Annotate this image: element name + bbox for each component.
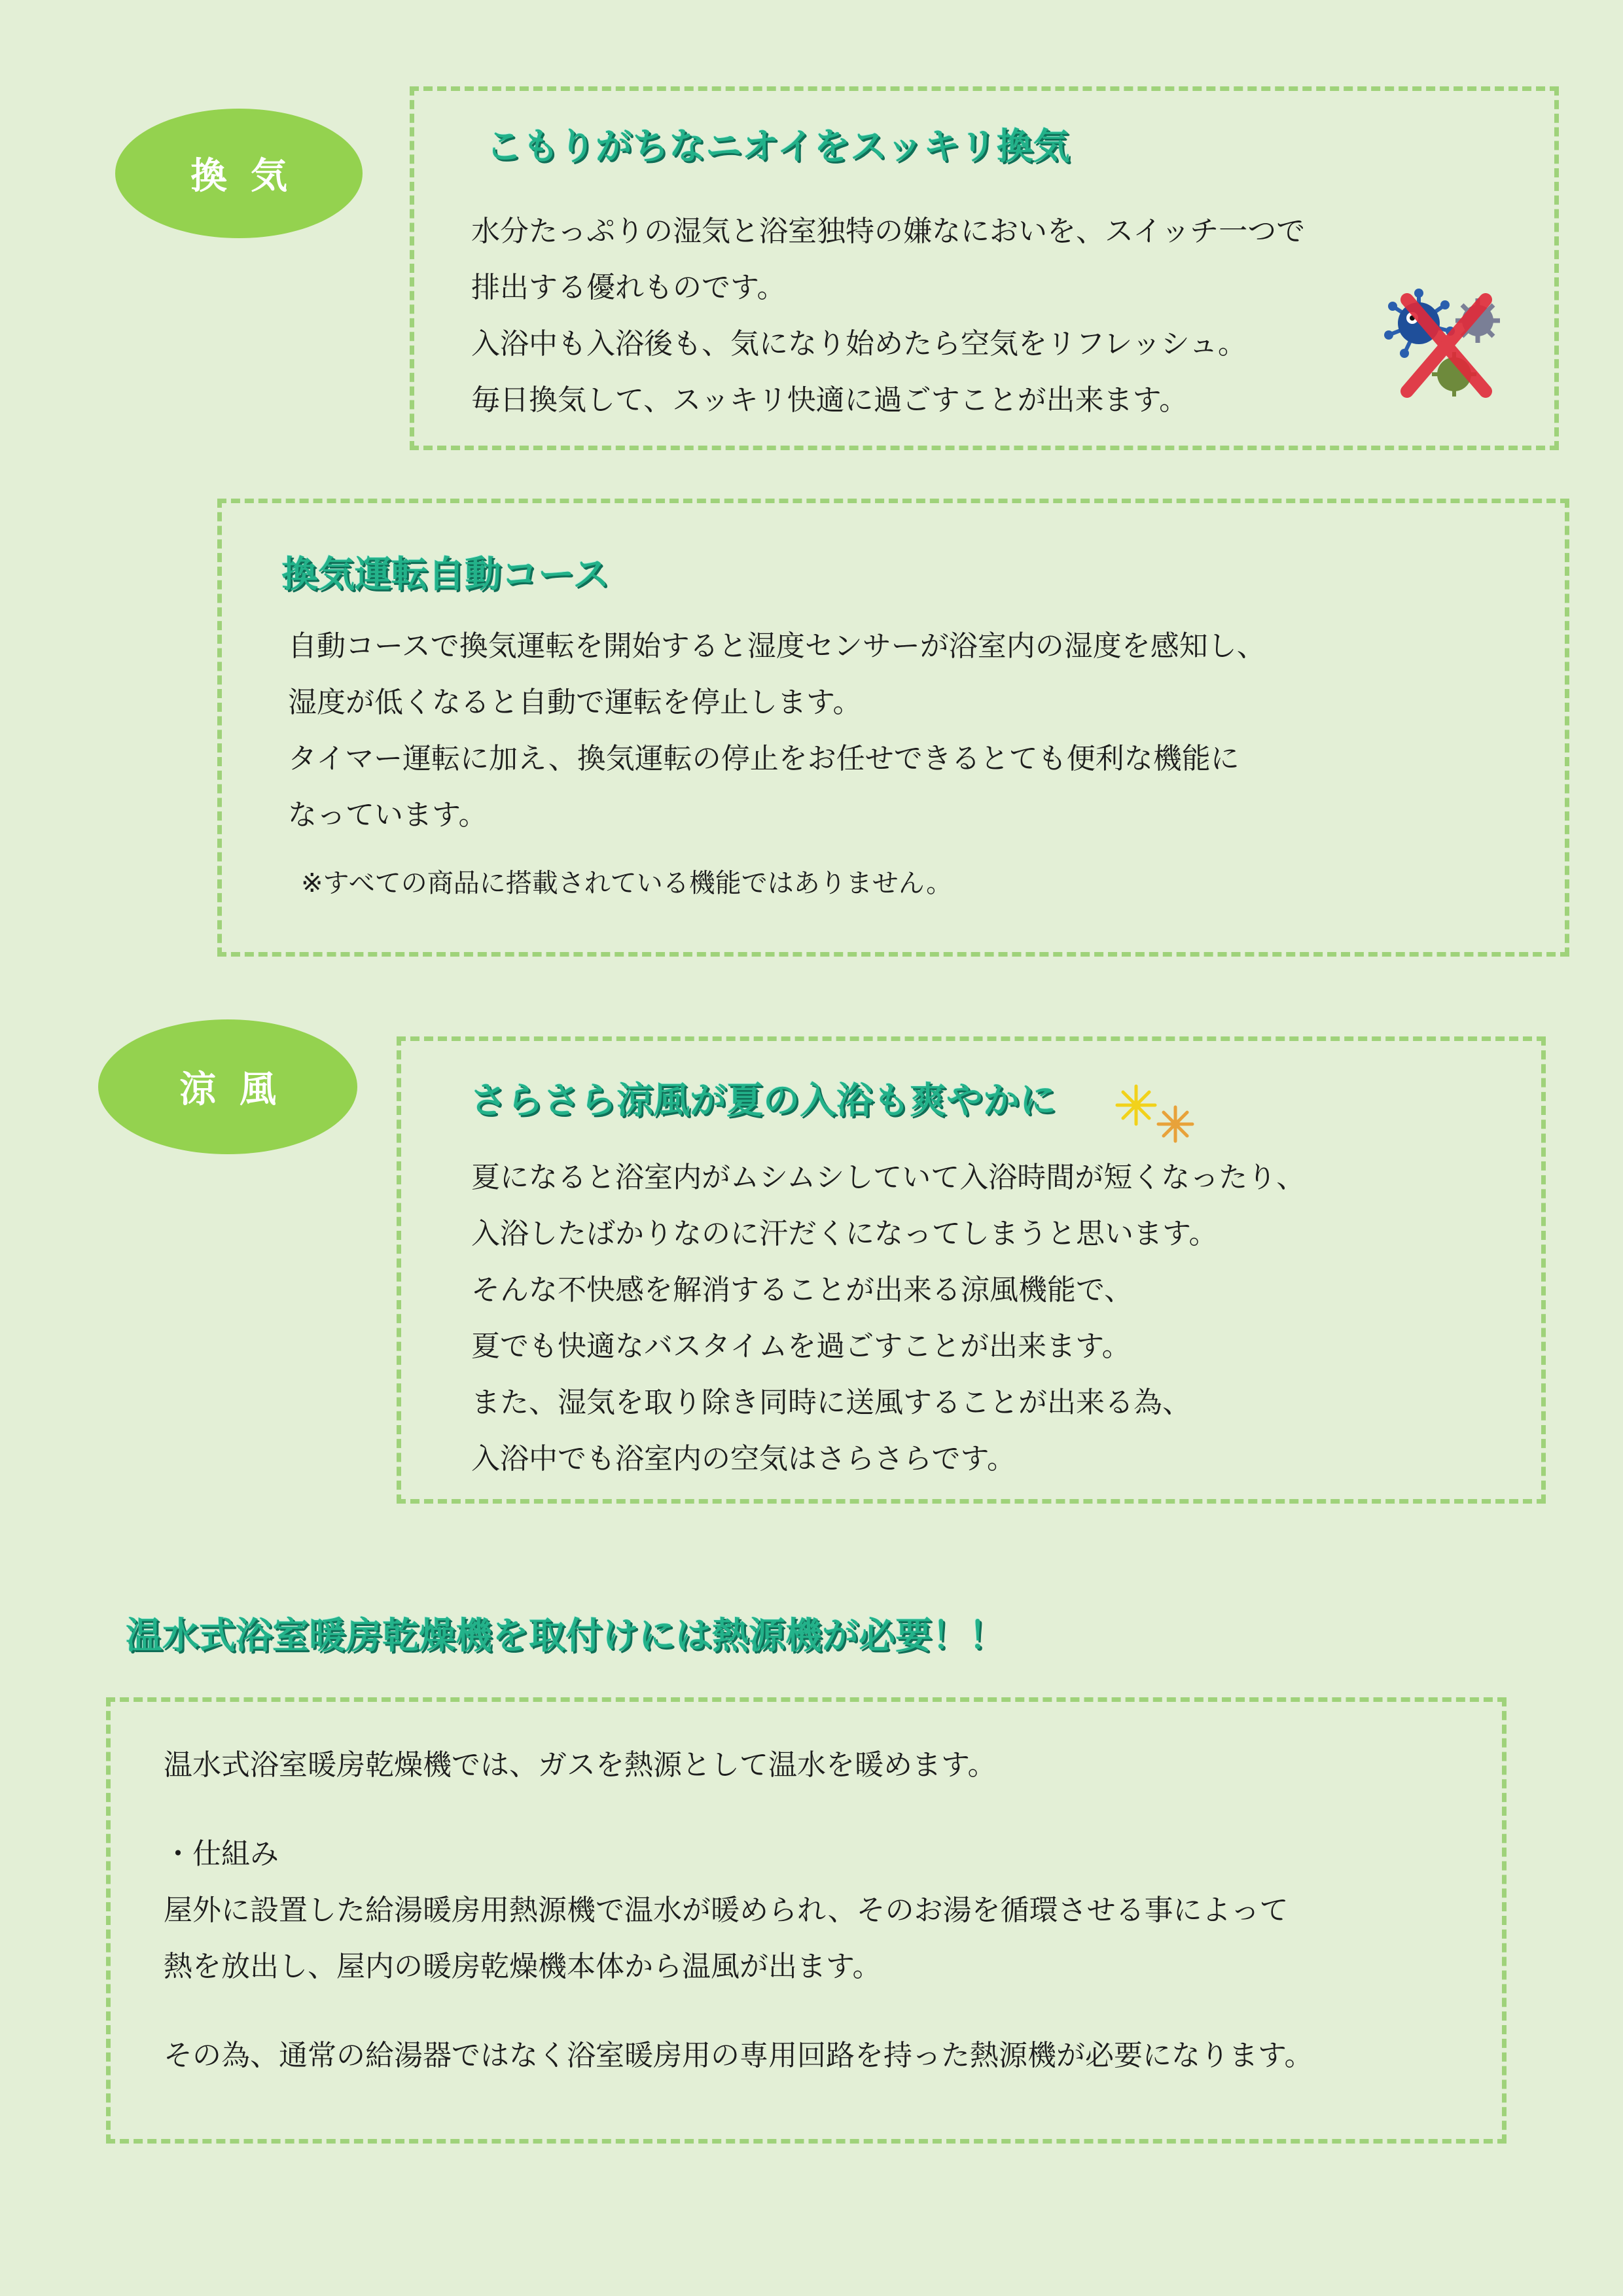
sparkle-icon (1113, 1081, 1198, 1146)
ventilation-badge-label: 換気 (190, 155, 311, 198)
auto-course-note: ※すべての商品に搭載されている機能ではありません。 (301, 868, 953, 898)
cool-breeze-line-3: そんな不快感を解消することが出来る涼風機能で、 (471, 1273, 1133, 1307)
cool-breeze-badge-label: 涼風 (179, 1069, 300, 1111)
ventilation-badge (115, 109, 363, 238)
cool-breeze-line-1: 夏になると浴室内がムシムシしていて入浴時間が短くなったり、 (471, 1161, 1306, 1194)
cool-breeze-line-4: 夏でも快適なバスタイムを過ごすことが出来ます。 (471, 1330, 1131, 1363)
auto-course-line-2: 湿度が低くなると自動で運転を停止します。 (288, 686, 862, 719)
cool-breeze-line-5: また、湿気を取り除き同時に送風することが出来る為、 (471, 1386, 1191, 1419)
cool-breeze-line-6: 入浴中でも浴室内の空気はさらさらです。 (471, 1442, 1016, 1475)
heat-source-intro: 温水式浴室暖房乾燥機では、ガスを熱源として温水を暖めます。 (164, 1748, 997, 1782)
ventilation-line-1: 水分たっぷりの湿気と浴室独特の嫌なにおいを、スイッチ一つで (471, 215, 1306, 248)
ventilation-line-2: 排出する優れものです。 (471, 271, 786, 304)
cool-breeze-line-2: 入浴したばかりなのに汗だくになってしまうと思います。 (471, 1217, 1218, 1250)
auto-course-line-3: タイマー運転に加え、換気運転の停止をお任せできるとても便利な機能に (288, 742, 1240, 775)
heat-source-conclusion: その為、通常の給湯器ではなく浴室暖房用の専用回路を持った熱源機が必要になります。 (164, 2039, 1313, 2072)
auto-course-heading: 換気運転自動コース (281, 554, 610, 596)
ventilation-heading: こもりがちなニオイをスッキリ換気 (486, 126, 1070, 168)
auto-course-line-4: なっています。 (288, 798, 488, 832)
cool-breeze-badge (98, 1019, 357, 1154)
heat-source-mechanism-title: ・仕組み (164, 1837, 279, 1871)
ventilation-line-4: 毎日換気して、スッキリ快適に過ごすことが出来ます。 (471, 383, 1188, 417)
cool-breeze-heading: さらさら涼風が夏の入浴も爽やかに (470, 1080, 1056, 1122)
heat-source-mechanism-line-1: 屋外に設置した給湯暖房用熱源機で温水が暖められ、そのお湯を循環させる事によって (164, 1894, 1289, 1927)
germ-crossed-out-icon (1373, 283, 1510, 407)
ventilation-line-3: 入浴中も入浴後も、気になり始めたら空気をリフレッシュ。 (471, 327, 1247, 361)
heat-source-mechanism-line-2: 熱を放出し、屋内の暖房乾燥機本体から温風が出ます。 (164, 1950, 882, 1983)
heat-source-heading: 温水式浴室暖房乾燥機を取付けには熱源機が必要！！ (126, 1615, 1005, 1657)
auto-course-line-1: 自動コースで換気運転を開始すると湿度センサーが浴室内の湿度を感知し、 (288, 629, 1266, 663)
